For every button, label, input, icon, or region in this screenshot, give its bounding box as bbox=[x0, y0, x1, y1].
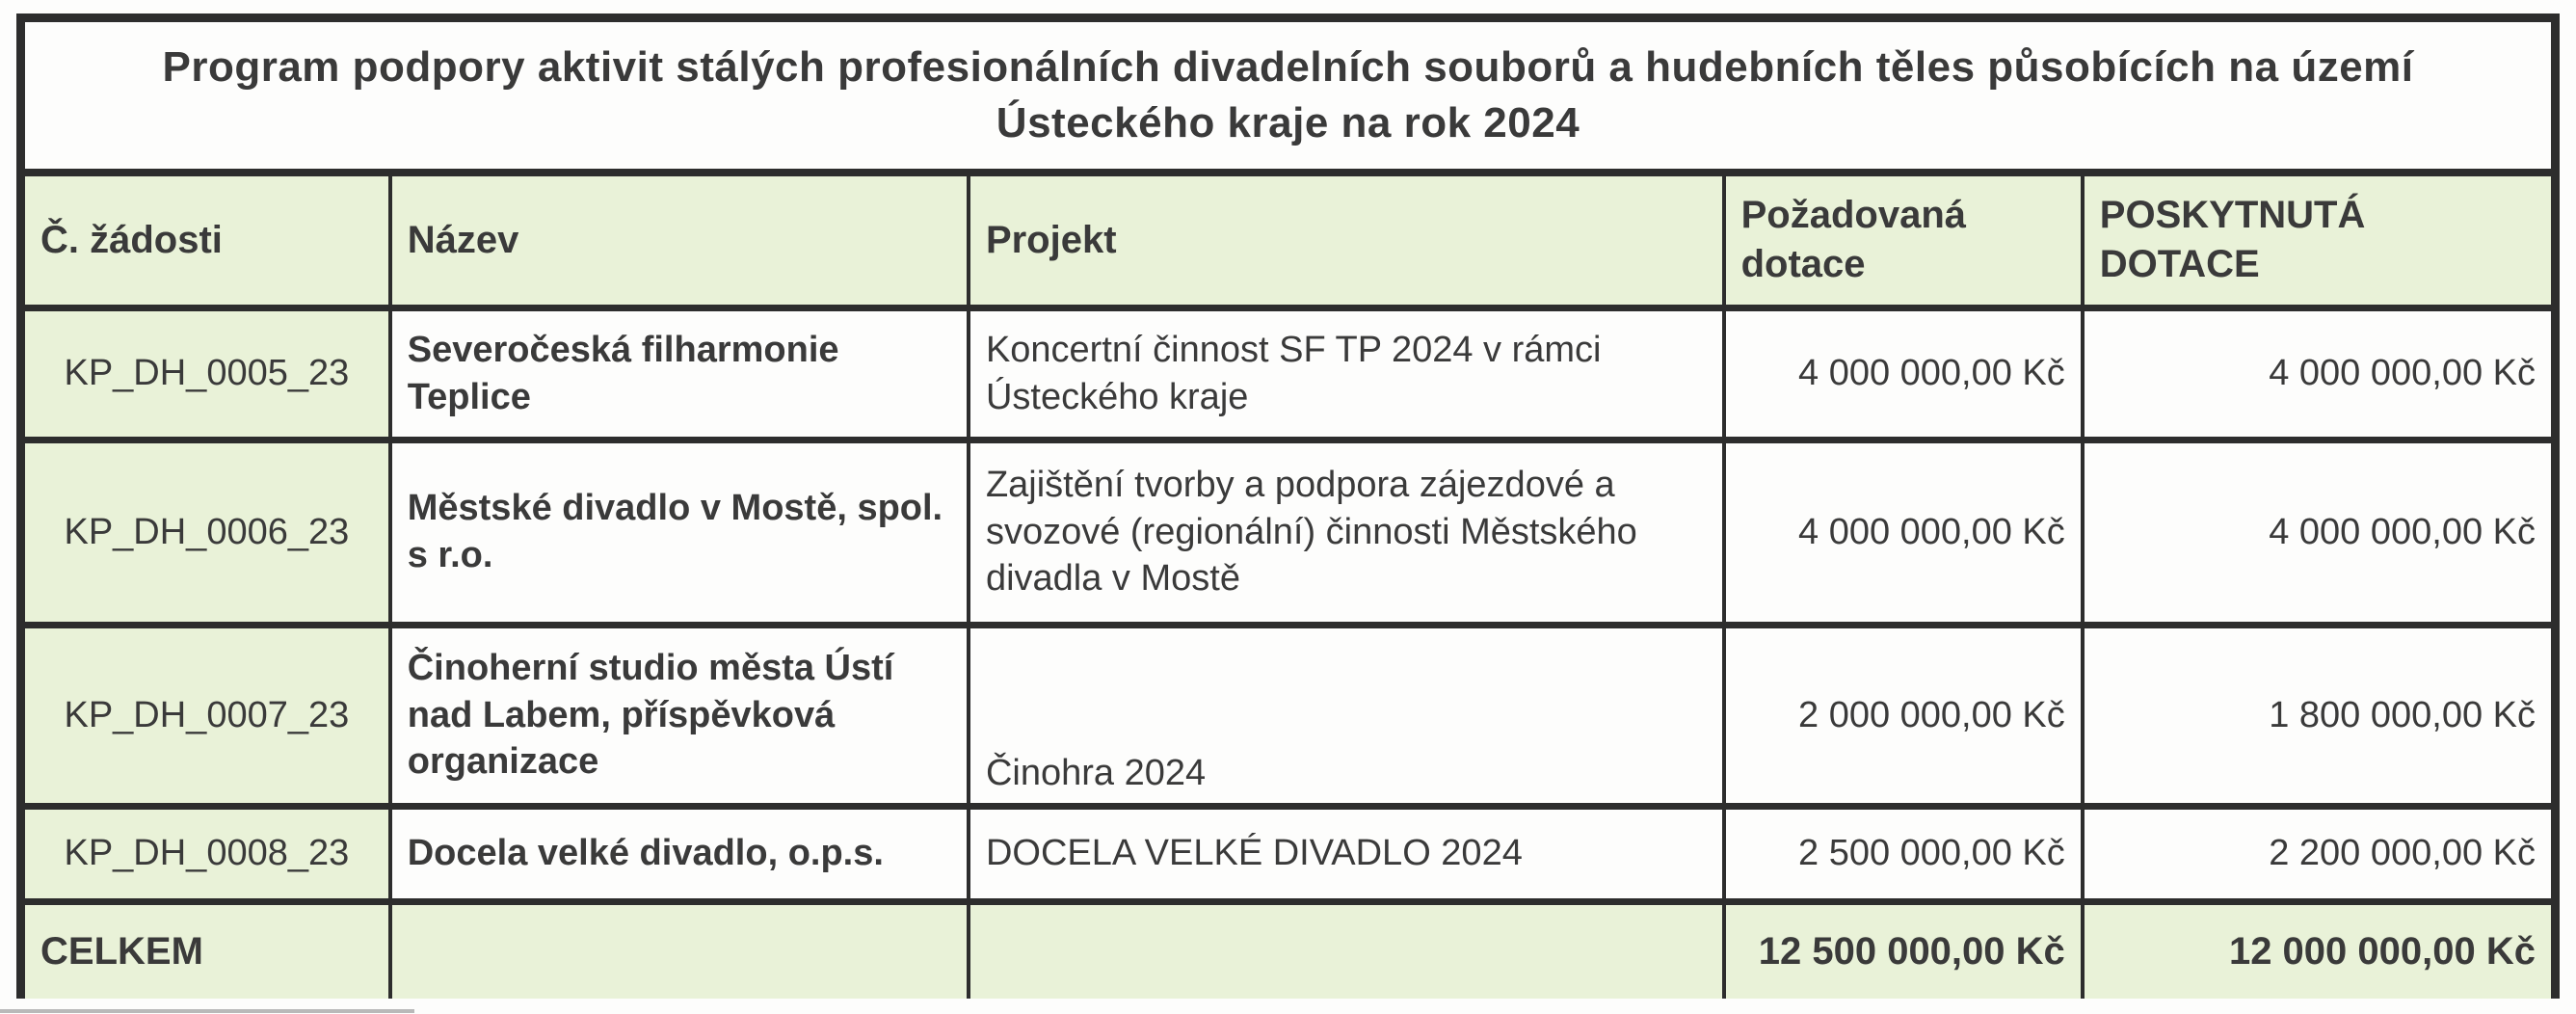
applicant-name-cell: Městské divadlo v Mostě, spol. s r.o. bbox=[390, 440, 969, 625]
requested-amount-cell: 4 000 000,00 Kč bbox=[1724, 440, 2083, 625]
col-header-name: Název bbox=[390, 176, 969, 307]
granted-amount-cell: 4 000 000,00 Kč bbox=[2083, 440, 2551, 625]
total-empty-name-cell bbox=[390, 901, 969, 999]
project-cell: DOCELA VELKÉ DIVADLO 2024 bbox=[969, 806, 1724, 901]
document-title-line-2: Ústeckého kraje na rok 2024 bbox=[996, 99, 1580, 147]
col-header-project: Projekt bbox=[969, 176, 1724, 307]
total-row bbox=[25, 901, 2551, 999]
table-row bbox=[25, 307, 2551, 440]
total-label-cell: CELKEM bbox=[25, 901, 390, 999]
requested-amount-cell: 2 000 000,00 Kč bbox=[1724, 625, 2083, 806]
document-title bbox=[25, 22, 2551, 176]
scan-artifact-line bbox=[0, 1009, 414, 1013]
applicant-name-cell: Severočeská filharmonie Teplice bbox=[390, 307, 969, 440]
table-row bbox=[25, 625, 2551, 806]
total-empty-project-cell bbox=[969, 901, 1724, 999]
applicant-name-cell: Činoherní studio města Ústí nad Labem, příspěvková organizace bbox=[390, 625, 969, 806]
table-row bbox=[25, 440, 2551, 625]
project-cell: Činohra 2024 bbox=[969, 625, 1724, 806]
application-id-cell: KP_DH_0006_23 bbox=[25, 440, 390, 625]
col-header-application-no: Č. žádosti bbox=[25, 176, 390, 307]
table-row bbox=[25, 806, 2551, 901]
table-outer-frame bbox=[16, 13, 2560, 999]
granted-amount-cell: 4 000 000,00 Kč bbox=[2083, 307, 2551, 440]
col-header-requested: Požadovaná dotace bbox=[1724, 176, 2083, 307]
grant-table bbox=[25, 176, 2551, 999]
total-granted-cell: 12 000 000,00 Kč bbox=[2083, 901, 2551, 999]
project-cell: Zajištění tvorby a podpora zájezdové a svozové (regionální) činnosti Městského divadla v Mostě bbox=[969, 440, 1724, 625]
application-id-cell: KP_DH_0005_23 bbox=[25, 307, 390, 440]
table-header-row bbox=[25, 176, 2551, 307]
total-requested-cell: 12 500 000,00 Kč bbox=[1724, 901, 2083, 999]
document-title-line-1: Program podpory aktivit stálých profesionálních divadelních souborů a hudebních těles působících na území bbox=[162, 42, 2414, 91]
applicant-name-cell: Docela velké divadlo, o.p.s. bbox=[390, 806, 969, 901]
application-id-cell: KP_DH_0007_23 bbox=[25, 625, 390, 806]
project-cell: Koncertní činnost SF TP 2024 v rámci Ústeckého kraje bbox=[969, 307, 1724, 440]
col-header-granted: POSKYTNUTÁ DOTACE bbox=[2083, 176, 2551, 307]
application-id-cell: KP_DH_0008_23 bbox=[25, 806, 390, 901]
granted-amount-cell: 1 800 000,00 Kč bbox=[2083, 625, 2551, 806]
requested-amount-cell: 2 500 000,00 Kč bbox=[1724, 806, 2083, 901]
requested-amount-cell: 4 000 000,00 Kč bbox=[1724, 307, 2083, 440]
granted-amount-cell: 2 200 000,00 Kč bbox=[2083, 806, 2551, 901]
